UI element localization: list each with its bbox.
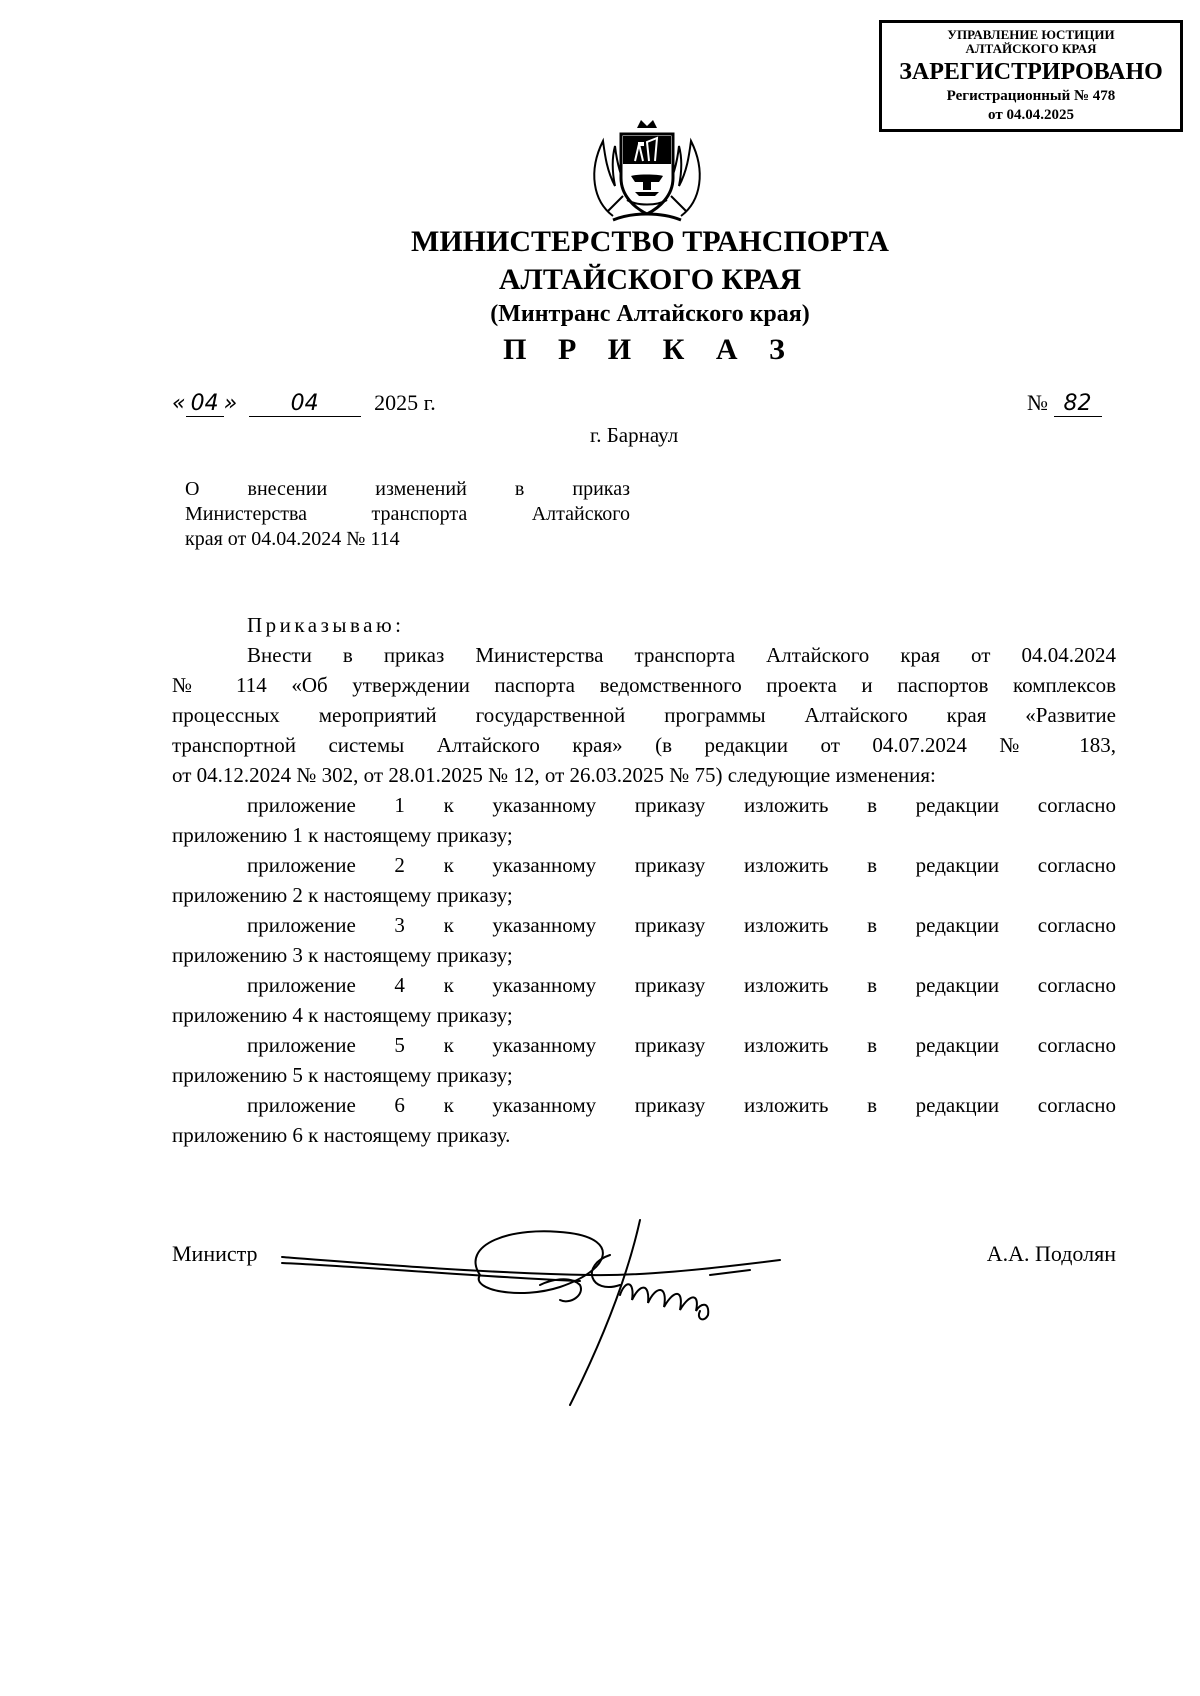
list-item	[172, 1030, 1116, 1090]
intro-line: процессных мероприятий государственной программы Алтайского края «Развитие	[172, 703, 1116, 727]
item-line: приложение 3 к указанному приказу изложить в редакции согласно	[247, 913, 1116, 937]
document-type: П Р И К А З	[503, 333, 797, 366]
order-word: Приказываю:	[247, 613, 405, 637]
item-line: приложение 5 к указанному приказу изложить в редакции согласно	[247, 1033, 1116, 1057]
intro-line: транспортной системы Алтайского края» (в редакции от 04.07.2024 № 183,	[172, 733, 1116, 757]
number-label: №	[1027, 390, 1048, 415]
order-body	[172, 610, 1116, 1150]
item-line: приложению 1 к настоящему приказу;	[172, 823, 513, 847]
list-item	[172, 850, 1116, 910]
order-subject	[185, 477, 630, 552]
ministry-short-name: (Минтранс Алтайского края)	[490, 301, 810, 327]
item-line: приложение 1 к указанному приказу изложить в редакции согласно	[247, 793, 1116, 817]
date-day: 04	[186, 392, 224, 417]
date-close-quote: »	[223, 391, 238, 416]
signer-name: А.А. Подолян	[986, 1241, 1116, 1266]
stamp-authority-line1: УПРАВЛЕНИЕ ЮСТИЦИИ	[947, 27, 1115, 42]
handwritten-signature	[280, 1215, 800, 1415]
intro-line: № 114 «Об утверждении паспорта ведомственного проекта и паспортов комплексов	[172, 673, 1116, 697]
item-line: приложению 5 к настоящему приказу;	[172, 1063, 513, 1087]
item-line: приложение 4 к указанному приказу изложить в редакции согласно	[247, 973, 1116, 997]
intro-paragraph	[172, 640, 1116, 790]
intro-line: Внести в приказ Министерства транспорта Алтайского края от 04.04.2024	[247, 643, 1116, 667]
list-item	[172, 910, 1116, 970]
signer-position: Министр	[172, 1241, 258, 1266]
ministry-name-line1: МИНИСТЕРСТВО ТРАНСПОРТА	[411, 225, 889, 258]
subject-line1: О внесении изменений в приказ	[185, 478, 630, 500]
registration-stamp	[879, 20, 1183, 132]
order-date	[172, 388, 436, 419]
date-year: 2025 г.	[374, 390, 436, 415]
item-line: приложение 2 к указанному приказу изложить в редакции согласно	[247, 853, 1116, 877]
stamp-reg-number: Регистрационный № 478	[946, 88, 1116, 104]
order-number	[1027, 388, 1102, 418]
date-month: 04	[249, 392, 361, 417]
intro-line: от 04.12.2024 № 302, от 28.01.2025 № 12, от 26.03.2025 № 75) следующие изменения:	[172, 763, 936, 787]
subject-line3: края от 04.04.2024 № 114	[185, 528, 400, 550]
subject-line2: Министерства транспорта Алтайского	[185, 503, 630, 525]
item-line: приложению 4 к настоящему приказу;	[172, 1003, 513, 1027]
list-item	[172, 790, 1116, 850]
item-line: приложению 6 к настоящему приказу.	[172, 1123, 511, 1147]
stamp-reg-date: от 04.04.2025	[988, 107, 1074, 123]
stamp-status: ЗАРЕГИСТРИРОВАНО	[899, 59, 1163, 85]
item-line: приложение 6 к указанному приказу изложить в редакции согласно	[247, 1093, 1116, 1117]
date-open-quote: «	[172, 391, 186, 416]
stamp-authority-line2: АЛТАЙСКОГО КРАЯ	[965, 41, 1097, 56]
ministry-name-line2: АЛТАЙСКОГО КРАЯ	[498, 263, 802, 296]
city: г. Барнаул	[590, 423, 679, 447]
item-line: приложению 2 к настоящему приказу;	[172, 883, 513, 907]
item-line: приложению 3 к настоящему приказу;	[172, 943, 513, 967]
list-item	[172, 1090, 1116, 1150]
number-value: 82	[1054, 392, 1102, 417]
list-item	[172, 970, 1116, 1030]
coat-of-arms-icon	[583, 116, 711, 224]
